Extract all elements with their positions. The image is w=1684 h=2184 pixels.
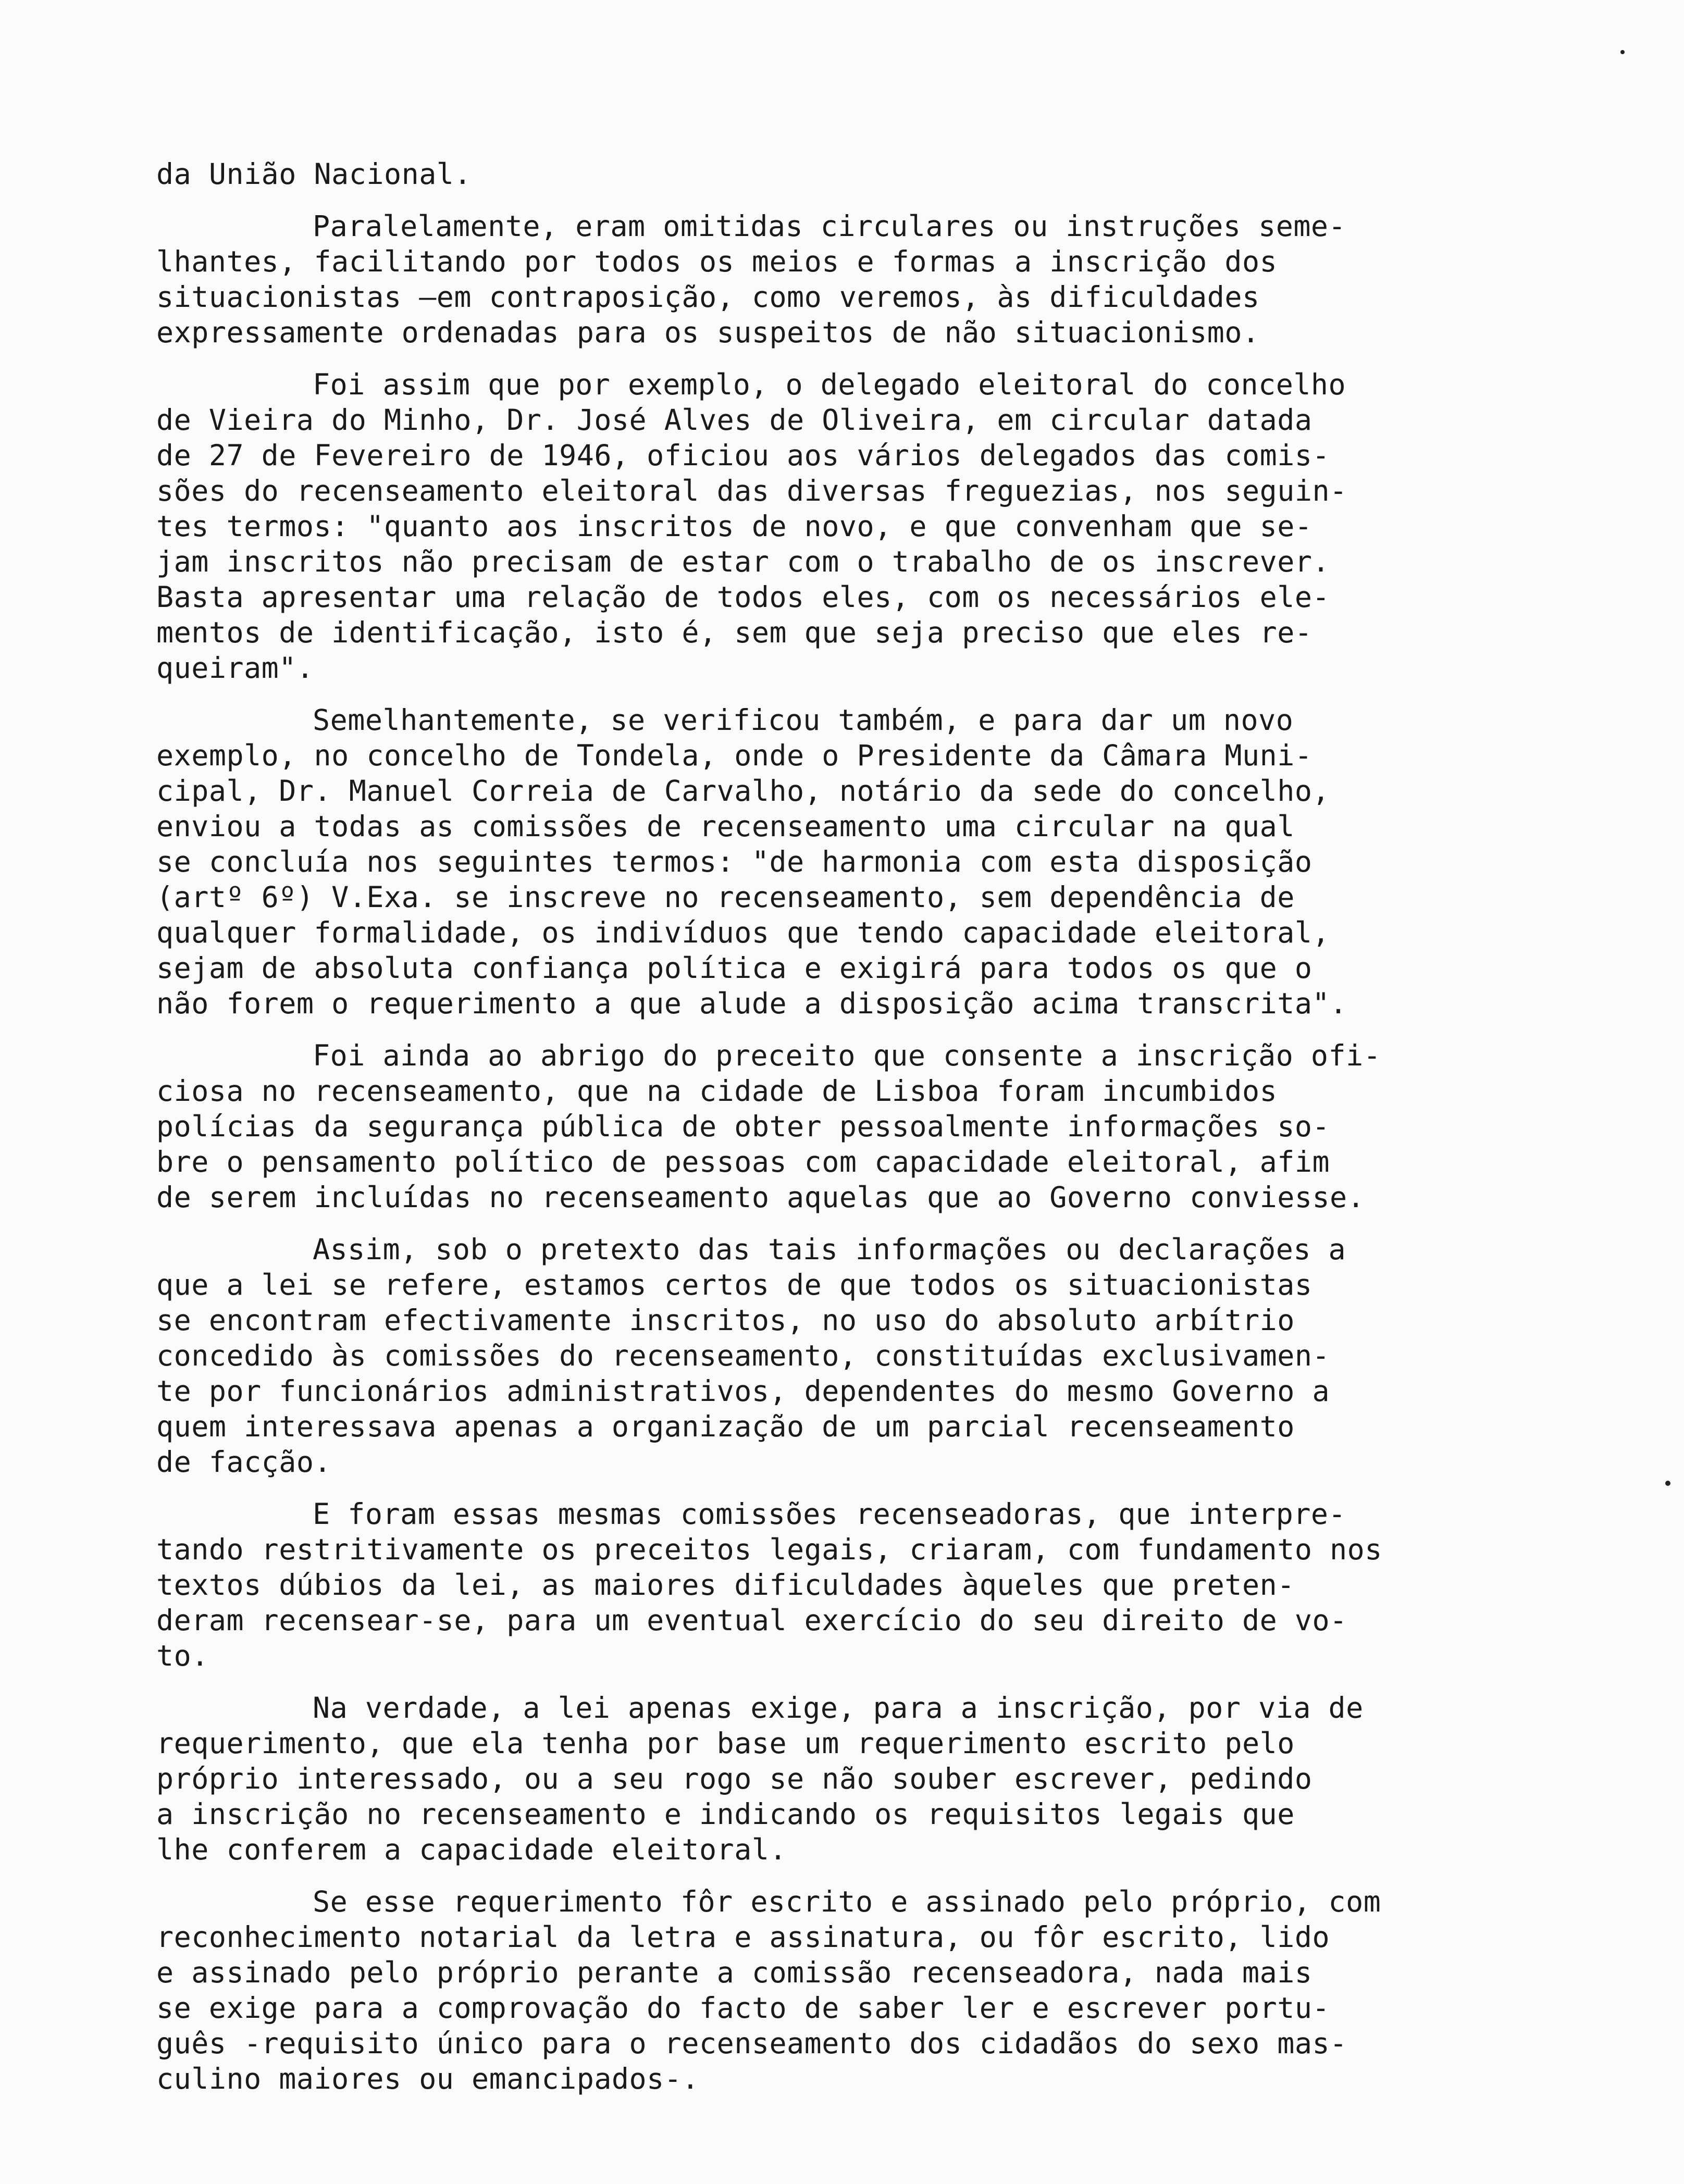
text-line: a inscrição no recenseamento e indicando os requisitos legais que	[156, 1797, 1295, 1831]
text-line: deram recensear-se, para um eventual exercício do seu direito de vo-	[156, 1604, 1347, 1637]
text-line: Foi assim que por exemplo, o delegado eleitoral do concelho	[313, 368, 1346, 401]
text-line: não forem o requerimento a que alude a disposição acima transcrita".	[156, 987, 1347, 1020]
paragraph	[156, 156, 1579, 192]
text-line: situacionistas —em contraposição, como veremos, às dificuldades	[156, 280, 1260, 314]
text-line: próprio interessado, ou a seu rogo se não souber escrever, pedindo	[156, 1762, 1312, 1795]
scan-speck	[1620, 50, 1625, 54]
text-line: da União Nacional.	[156, 157, 472, 191]
paragraph-gap	[156, 1215, 1579, 1232]
paragraph	[156, 1038, 1579, 1215]
text-line: Basta apresentar uma relação de todos eles, com os necessários ele-	[156, 580, 1330, 614]
text-line: de 27 de Fevereiro de 1946, oficiou aos vários delegados das comis-	[156, 439, 1330, 472]
text-line: requerimento, que ela tenha por base um requerimento escrito pelo	[156, 1727, 1295, 1760]
text-line: de Vieira do Minho, Dr. José Alves de Oliveira, em circular datada	[156, 403, 1312, 437]
text-line: Semelhantemente, se verificou também, e para dar um novo	[313, 703, 1294, 737]
text-line: mentos de identificação, isto é, sem que seja preciso que eles re-	[156, 616, 1312, 649]
text-line: exemplo, no concelho de Tondela, onde o Presidente da Câmara Muni-	[156, 739, 1312, 772]
text-line: (artº 6º) V.Exa. se inscreve no recenseamento, sem dependência de	[156, 880, 1295, 914]
paragraph-gap	[156, 192, 1579, 208]
text-line: concedido às comissões do recenseamento, constituídas exclusivamen-	[156, 1339, 1330, 1372]
paragraph	[156, 208, 1579, 350]
text-line: ciosa no recenseamento, que na cidade de Lisboa foram incumbidos	[156, 1074, 1278, 1108]
text-line: expressamente ordenadas para os suspeitos de não situacionismo.	[156, 316, 1260, 349]
paragraph	[156, 367, 1579, 686]
paragraph	[156, 702, 1579, 1021]
text-line: Foi ainda ao abrigo do preceito que consente a inscrição ofi-	[313, 1039, 1381, 1072]
text-line: tando restritivamente os preceitos legais, criaram, com fundamento nos	[156, 1533, 1382, 1566]
text-line: queiram".	[156, 651, 314, 685]
text-line: lhe conferem a capacidade eleitoral.	[156, 1833, 787, 1866]
text-line: enviou a todas as comissões de recenseamento uma circular na qual	[156, 810, 1295, 843]
paragraph-gap	[156, 1021, 1579, 1038]
text-line: polícias da segurança pública de obter pessoalmente informações so-	[156, 1110, 1330, 1143]
text-line: se exige para a comprovação do facto de saber ler e escrever portu-	[156, 1991, 1330, 2025]
text-line: Paralelamente, eram omitidas circulares ou instruções seme-	[313, 209, 1346, 243]
scan-speck	[1665, 1481, 1670, 1486]
text-line: e assinado pelo próprio perante a comissão recenseadora, nada mais	[156, 1956, 1312, 1989]
document-body	[156, 156, 1579, 2096]
text-line: jam inscritos não precisam de estar com o trabalho de os inscrever.	[156, 545, 1330, 578]
text-line: textos dúbios da lei, as maiores dificuldades àqueles que preten-	[156, 1568, 1295, 1602]
text-line: se concluía nos seguintes termos: "de harmonia com esta disposição	[156, 845, 1312, 878]
text-line: Assim, sob o pretexto das tais informações ou declarações a	[313, 1233, 1346, 1266]
text-line: E foram essas mesmas comissões recenseadoras, que interpre-	[313, 1497, 1346, 1531]
text-line: sões do recenseamento eleitoral das diversas freguezias, nos seguin-	[156, 474, 1347, 507]
text-line: Se esse requerimento fôr escrito e assinado pelo próprio, com	[313, 1885, 1381, 1918]
text-line: to.	[156, 1639, 209, 1672]
paragraph-gap	[156, 1673, 1579, 1690]
paragraph-gap	[156, 1480, 1579, 1496]
text-line: qualquer formalidade, os indivíduos que tendo capacidade eleitoral,	[156, 916, 1330, 949]
paragraph	[156, 1232, 1579, 1480]
text-line: quem interessava apenas a organização de um parcial recenseamento	[156, 1410, 1295, 1443]
text-line: bre o pensamento político de pessoas com capacidade eleitoral, afim	[156, 1145, 1330, 1178]
paragraph-gap	[156, 350, 1579, 367]
paragraph	[156, 1690, 1579, 1867]
paragraph	[156, 1496, 1579, 1673]
text-line: guês -requisito único para o recenseamento dos cidadãos do sexo mas-	[156, 2027, 1347, 2060]
text-line: Na verdade, a lei apenas exige, para a inscrição, por via de	[313, 1691, 1364, 1724]
text-line: culino maiores ou emancipados-.	[156, 2062, 699, 2095]
text-line: de facção.	[156, 1445, 332, 1479]
text-line: tes termos: "quanto aos inscritos de novo, e que convenham que se-	[156, 510, 1312, 543]
text-line: sejam de absoluta confiança política e exigirá para todos os que o	[156, 951, 1312, 985]
text-line: lhantes, facilitando por todos os meios e formas a inscrição dos	[156, 245, 1278, 278]
text-line: reconhecimento notarial da letra e assinatura, ou fôr escrito, lido	[156, 1920, 1330, 1954]
paragraph-gap	[156, 1867, 1579, 1884]
paragraph-gap	[156, 686, 1579, 702]
text-line: cipal, Dr. Manuel Correia de Carvalho, notário da sede do concelho,	[156, 774, 1330, 808]
text-line: de serem incluídas no recenseamento aquelas que ao Governo conviesse.	[156, 1181, 1365, 1214]
paragraph	[156, 1884, 1579, 2096]
text-line: te por funcionários administrativos, dependentes do mesmo Governo a	[156, 1374, 1330, 1408]
text-line: que a lei se refere, estamos certos de que todos os situacionistas	[156, 1268, 1312, 1301]
text-line: se encontram efectivamente inscritos, no uso do absoluto arbítrio	[156, 1304, 1295, 1337]
